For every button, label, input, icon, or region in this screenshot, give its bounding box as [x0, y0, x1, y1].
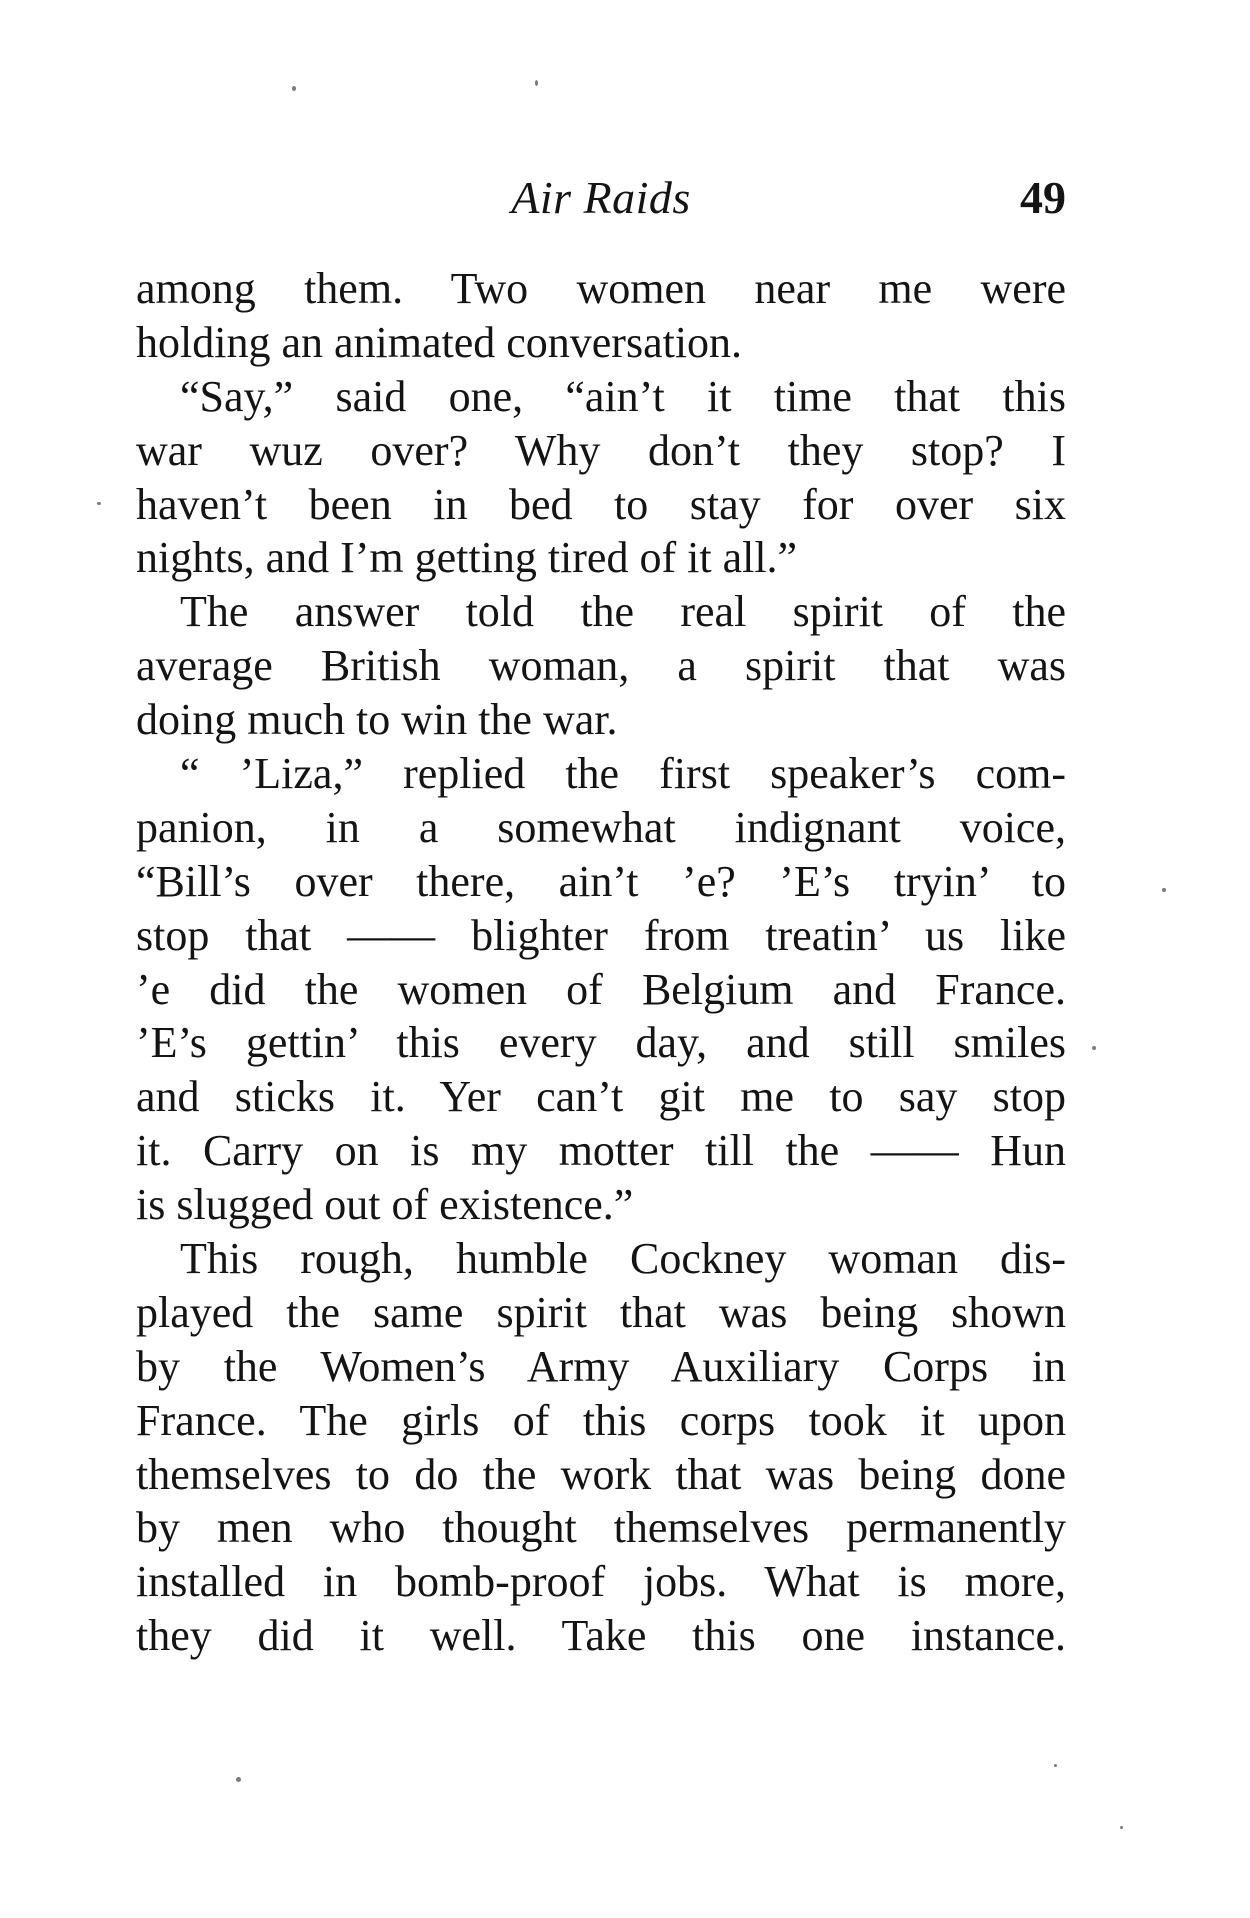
running-head	[136, 168, 1066, 238]
text-line: average British woman, a spirit that was	[136, 641, 1066, 691]
text-line: themselves to do the work that was being done	[136, 1449, 1066, 1499]
scan-speck	[1054, 1764, 1057, 1767]
text-line: played the same spirit that was being shown	[136, 1287, 1066, 1337]
text-line: The answer told the real spirit of the	[180, 587, 1066, 637]
text-line: haven’t been in bed to stay for over six	[136, 479, 1066, 529]
text-line: and sticks it. Yer can’t git me to say stop	[136, 1072, 1066, 1122]
scan-speck	[236, 1777, 241, 1782]
text-line: This rough, humble Cockney woman dis-	[180, 1234, 1066, 1284]
text-line: doing much to win the war.	[136, 695, 618, 745]
text-line: it. Carry on is my motter till the —— Hun	[136, 1126, 1066, 1176]
scan-speck	[535, 80, 538, 86]
scan-speck	[97, 502, 101, 505]
text-line: is slugged out of existence.”	[136, 1180, 634, 1230]
text-line: ’E’s gettin’ this every day, and still smiles	[136, 1018, 1066, 1068]
text-line: “Say,” said one, “ain’t it time that this	[180, 371, 1066, 421]
scan-speck	[1162, 888, 1166, 892]
text-line: panion, in a somewhat indignant voice,	[136, 802, 1066, 852]
text-line: installed in bomb-proof jobs. What is more,	[136, 1557, 1066, 1607]
text-line: nights, and I’m getting tired of it all.”	[136, 533, 798, 583]
text-line: among them. Two women near me were	[136, 264, 1066, 313]
scan-speck	[1092, 1046, 1096, 1050]
body-text	[136, 262, 1066, 1663]
text-line: by men who thought themselves permanently	[136, 1503, 1066, 1553]
text-line: holding an animated conversation.	[136, 317, 743, 367]
scan-speck	[292, 86, 296, 91]
page-number: 49	[1020, 172, 1066, 223]
text-line: “ ’Liza,” replied the first speaker’s com-	[180, 749, 1066, 799]
text-line: stop that —— blighter from treatin’ us like	[136, 910, 1066, 960]
text-line: France. The girls of this corps took it upon	[136, 1395, 1066, 1445]
running-title: Air Raids	[511, 172, 691, 223]
text-line: by the Women’s Army Auxiliary Corps in	[136, 1341, 1066, 1391]
text-line: war wuz over? Why don’t they stop? I	[136, 425, 1066, 475]
scan-speck	[1120, 1826, 1123, 1829]
text-line: they did it well. Take this one instance.	[136, 1611, 1066, 1661]
text-line: ’e did the women of Belgium and France.	[136, 964, 1066, 1014]
text-line: “Bill’s over there, ain’t ’e? ’E’s tryin’ to	[136, 856, 1066, 906]
